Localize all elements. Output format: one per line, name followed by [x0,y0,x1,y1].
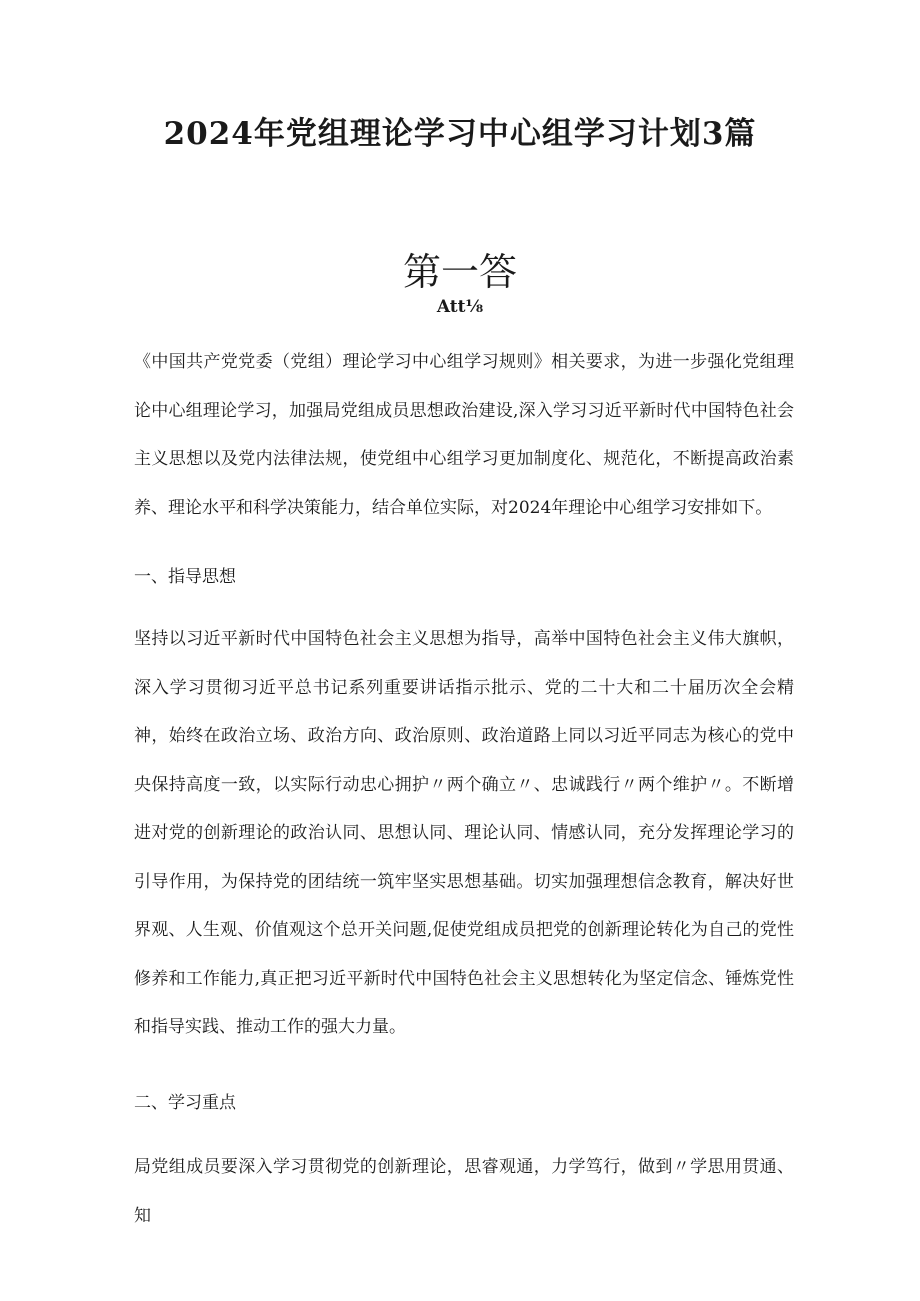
intro-paragraph: 《中国共产党党委（党组）理论学习中心组学习规则》相关要求，为进一步强化党组理论中心组理论学习，加强局党组成员思想政治建设,深入学习习近平新时代中国特色社会主义思想以及党内法律法规，使党组中心组学习更加制度化、规范化，不断提高政治素养、理论水平和科学决策能力，结合单位实际，对2024年理论中心组学习安排如下。 [134,352,794,518]
section-subheading: Att⅛ [436,297,484,317]
paragraph-study-focus: 局党组成员要深入学习贯彻党的创新理论，思睿观通，力学笃行，做到〃学思用贯通、知 [134,1157,794,1226]
paragraph-guiding-thought: 坚持以习近平新时代中国特色社会主义思想为指导，高举中国特色社会主义伟大旗帜，深入学习贯彻习近平总书记系列重要讲话指示批示、党的二十大和二十届历次全会精神，始终在政治立场、政治方向、政治原则、政治道路上同以习近平同志为核心的党中央保持高度一致，以实际行动忠心拥护〃两个确立〃、忠诚践行〃两个维护〃。不断增进对党的创新理论的政治认同、思想认同、理论认同、情感认同，充分发挥理论学习的引导作用，为保持党的团结统一筑牢坚实思想基础。切实加强理想信念教育，解决好世界观、人生观、价值观这个总开关问题,促使党组成员把党的创新理论转化为自己的党性修养和工作能力,真正把习近平新时代中国特色社会主义思想转化为坚定信念、锤炼党性和指导实践、推动工作的强大力量。 [134,629,794,1037]
heading-guiding-thought: 一、指导思想 [134,567,236,587]
section-heading: 第一答 [402,250,517,294]
document-title: 2024年党组理论学习中心组学习计划3篇 [163,116,757,152]
heading-study-focus: 二、学习重点 [134,1093,236,1113]
